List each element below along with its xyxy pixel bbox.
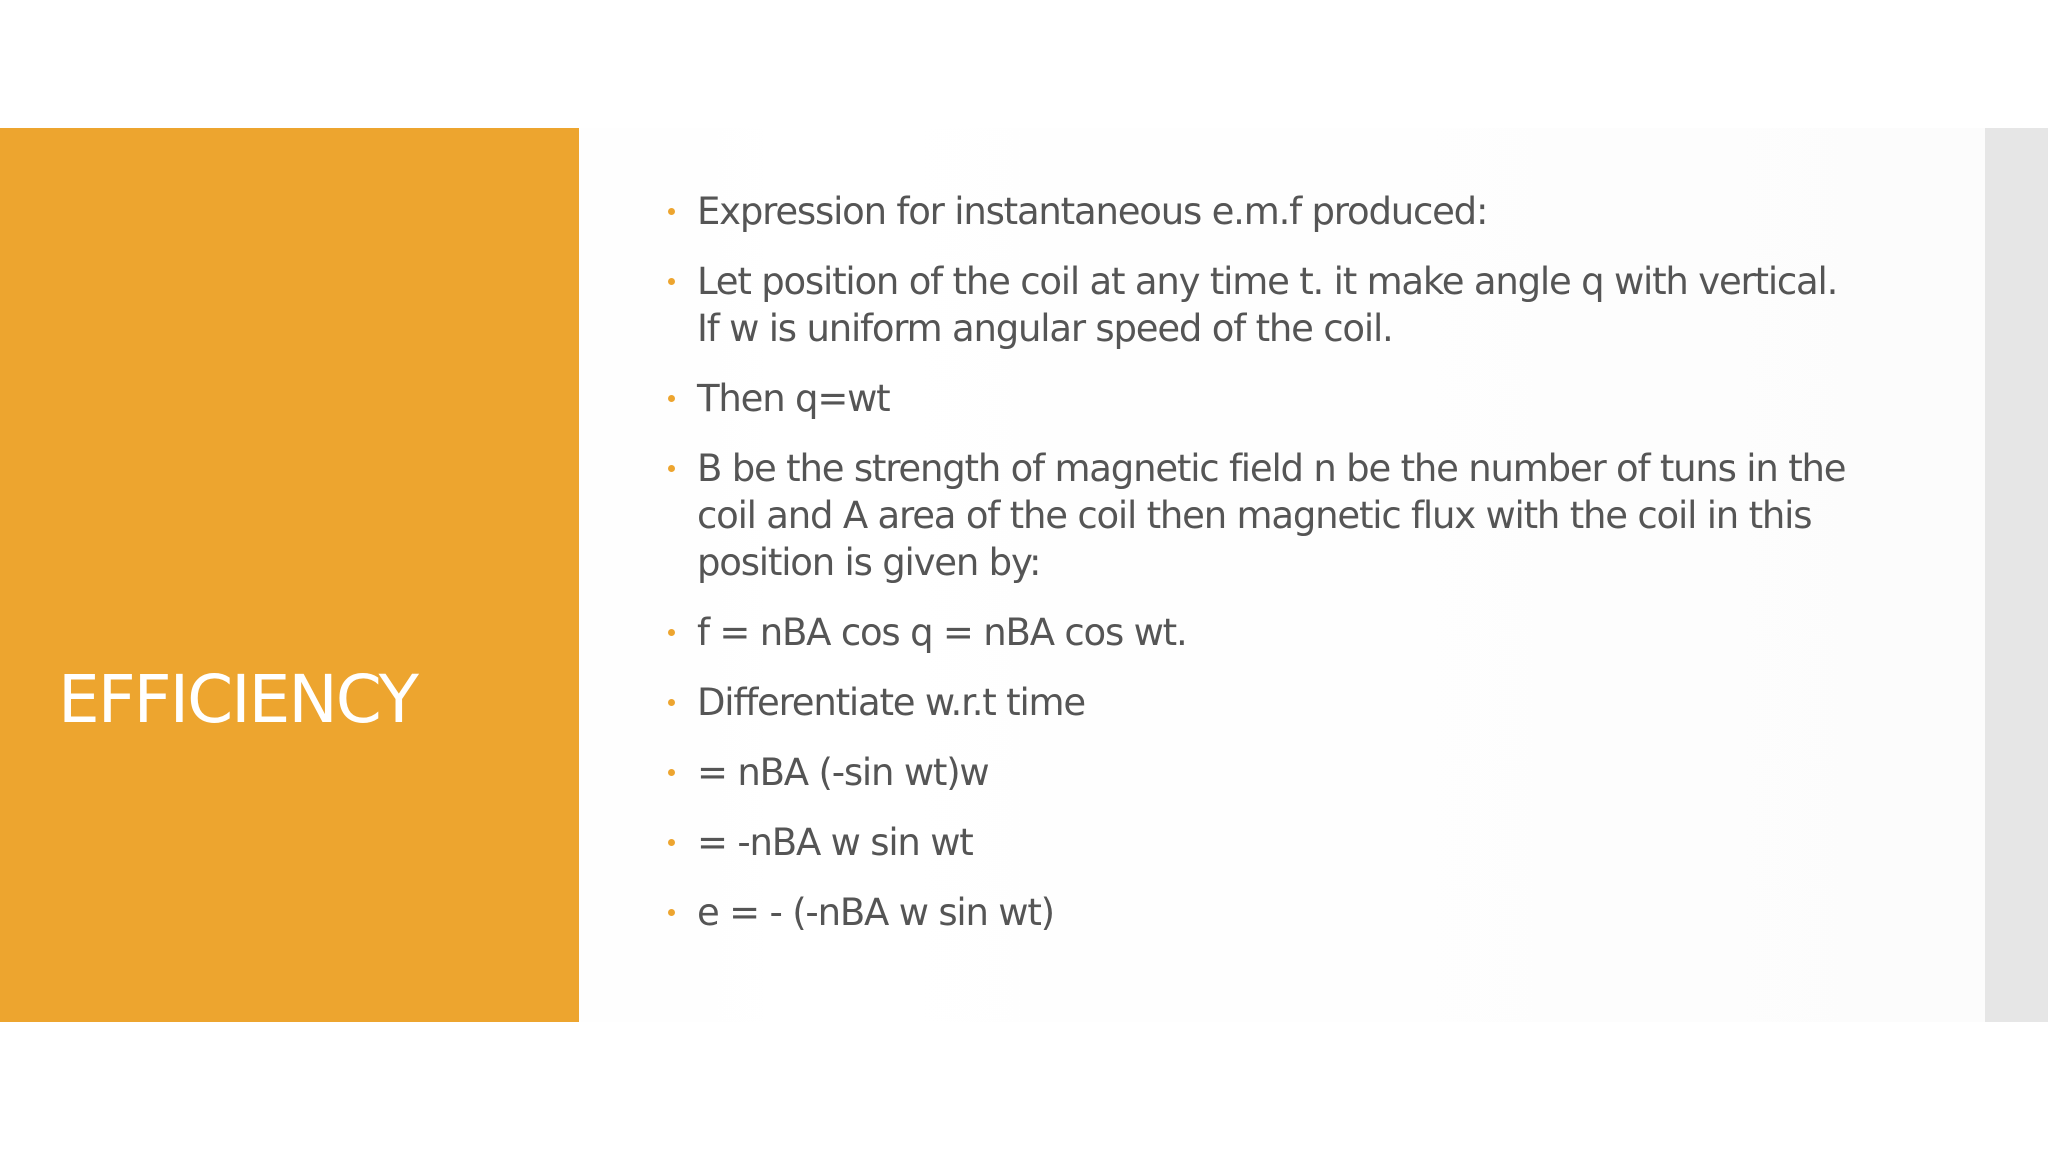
bullet-item [665,188,1855,235]
bullet-text: f = nBA cos q = nBA cos wt. [697,611,1187,654]
bullet-text: Then q=wt [697,377,890,420]
bullet-text: Let position of the coil at any time t. it make angle q with vertical. If w is uniform angular speed of the coil. [697,260,1838,350]
bullet-text: Expression for instantaneous e.m.f produced: [697,190,1488,233]
bullet-item [665,609,1855,656]
bullet-dot-icon [668,395,675,402]
bullet-item [665,889,1855,936]
bullet-dot-icon [668,839,675,846]
bullet-dot-icon [668,909,675,916]
bullet-dot-icon [668,629,675,636]
content-area [665,188,1855,959]
bullet-item [665,258,1855,352]
title-panel [0,128,579,1022]
bullet-dot-icon [668,278,675,285]
bullet-item [665,819,1855,866]
bullet-item [665,375,1855,422]
bullet-item [665,749,1855,796]
bullet-dot-icon [668,465,675,472]
bullet-item [665,445,1855,586]
bullet-text: Differentiate w.r.t time [697,681,1085,724]
bullet-dot-icon [668,208,675,215]
bullet-text: B be the strength of magnetic field n be the number of tuns in the coil and A area of the coil then magnetic flux with the coil in this position is given by: [697,447,1846,584]
bullet-text: = nBA (-sin wt)w [697,751,989,794]
bullet-text: = -nBA w sin wt [697,821,973,864]
bullet-dot-icon [668,699,675,706]
bullet-item [665,679,1855,726]
slide-title: EFFICIENCY [58,661,417,738]
bullet-text: e = - (-nBA w sin wt) [697,891,1054,934]
bullet-dot-icon [668,769,675,776]
bullet-list [665,188,1855,936]
right-decorative-strip [1985,128,2048,1022]
